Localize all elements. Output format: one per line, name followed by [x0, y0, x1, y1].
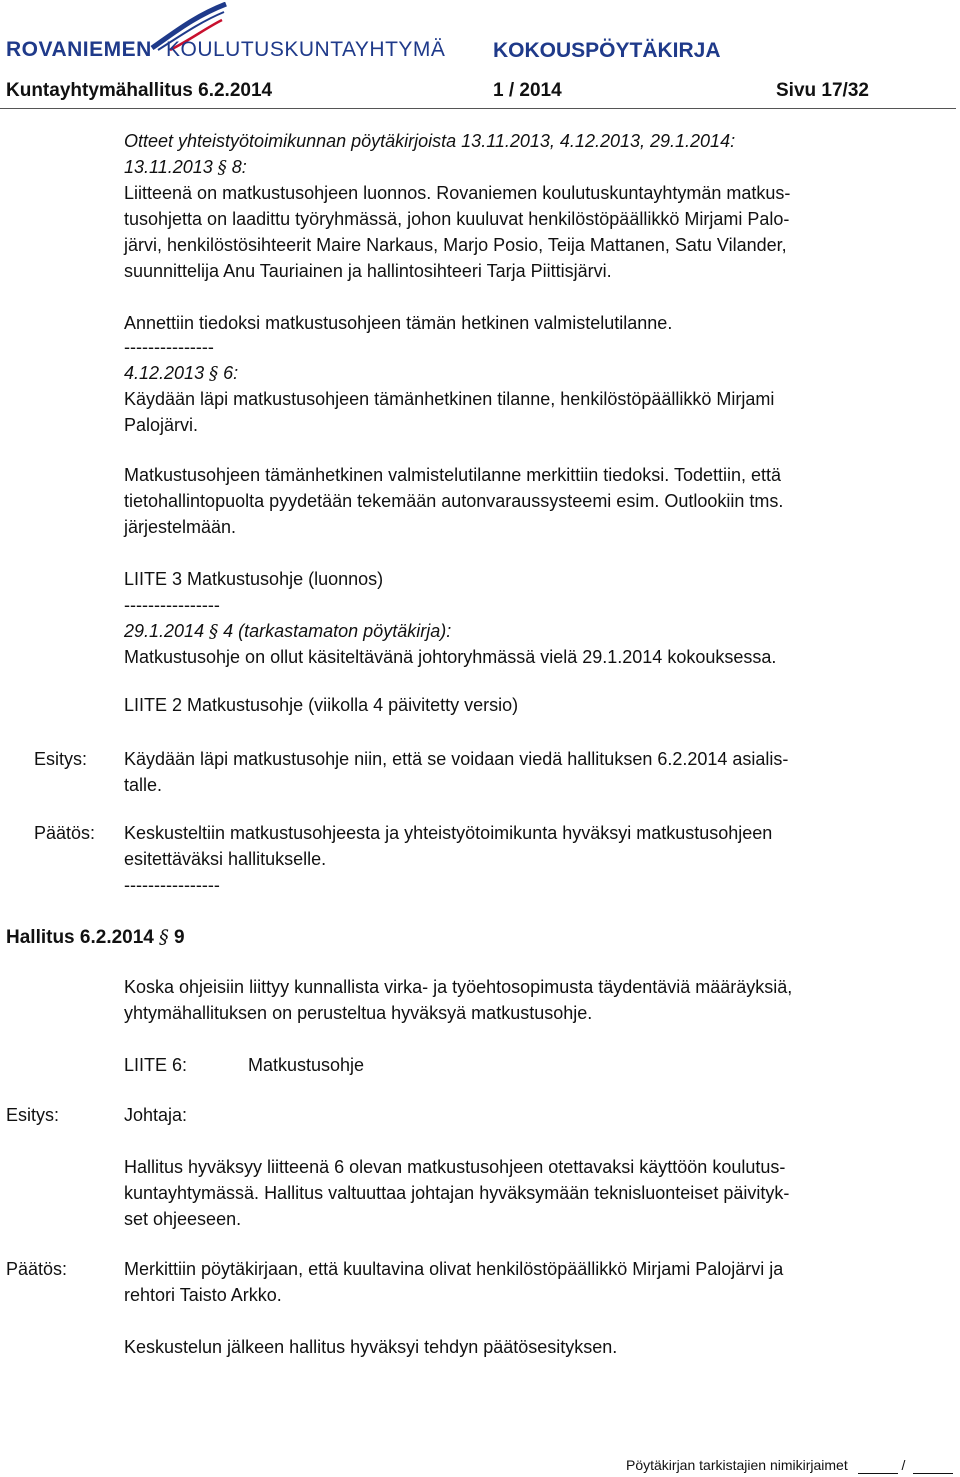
logo-text-left: ROVANIEMEN — [6, 38, 152, 61]
attachment-ref-3: LIITE 3 Matkustusohje (luonnos) — [124, 569, 384, 589]
paragraph-line: Käydään läpi matkustusohje niin, että se voidaan viedä hallituksen 6.2.2014 asialis- — [124, 749, 789, 769]
paragraph-line: rehtori Taisto Arkko. — [124, 1285, 282, 1305]
paragraph-line: talle. — [124, 775, 163, 795]
paragraph-line: järjestelmään. — [124, 517, 237, 537]
section-sign-icon: § — [159, 926, 169, 948]
header-divider — [0, 108, 956, 109]
signature-separator: / — [901, 1457, 906, 1473]
johtaja-label: Johtaja: — [124, 1105, 188, 1125]
dash-separator: ---------------- — [124, 595, 220, 615]
doc-type-title: KOKOUSPÖYTÄKIRJA — [493, 39, 721, 62]
section-sign-icon: § — [209, 363, 219, 384]
esitys-label: Esitys: — [6, 1105, 60, 1125]
dash-separator: --------------- — [124, 337, 214, 357]
hallitus-heading: Hallitus 6.2.2014 § 9 — [6, 926, 185, 948]
paragraph-line: Merkittiin pöytäkirjaan, että kuultavina olivat henkilöstöpäällikkö Mirjami Palojärvi ja — [124, 1259, 784, 1279]
paatos-label: Päätös: — [6, 1259, 68, 1279]
paragraph-line: esitettäväksi hallitukselle. — [124, 849, 327, 869]
meeting-body: Kuntayhtymähallitus 6.2.2014 — [6, 80, 273, 101]
paragraph-line: set ohjeeseen. — [124, 1209, 242, 1229]
paragraph-line: tietohallintopuolta pyydetään tekemään autonvaraussysteemi esim. Outlookiin tms. — [124, 491, 784, 511]
paragraph-line: järvi, henkilöstösihteerit Maire Narkaus, Marjo Posio, Teija Mattanen, Satu Vilander, — [124, 235, 787, 255]
paragraph-line: Hallitus hyväksyy liitteenä 6 olevan matkustusohjeen otettavaksi käyttöön koulutus- — [124, 1157, 786, 1177]
paragraph-line: kuntayhtymässä. Hallitus valtuuttaa johtajan hyväksymään teknisluonteiset päivityk- — [124, 1183, 790, 1203]
paragraph-line: Annettiin tiedoksi matkustusohjeen tämän hetkinen valmistelutilanne. — [124, 313, 673, 333]
signature-line — [858, 1459, 898, 1474]
paragraph-line: Matkustusohjeen tämänhetkinen valmistelutilanne merkittiin tiedoksi. Todettiin, että — [124, 465, 782, 485]
attachment-ref-2: LIITE 2 Matkustusohje (viikolla 4 päivitetty versio) — [124, 695, 519, 715]
date-entry-2: 4.12.2013 § 6: — [124, 363, 239, 384]
date-entry-1: 13.11.2013 § 8: — [124, 157, 247, 178]
paragraph-line: yhtymähallituksen on perusteltua hyväksyä matkustusohje. — [124, 1003, 593, 1023]
paragraph-line: Käydään läpi matkustusohjeen tämänhetkinen tilanne, henkilöstöpäällikkö Mirjami — [124, 389, 775, 409]
section-sign-icon: § — [217, 157, 227, 178]
dash-separator: ---------------- — [124, 875, 220, 895]
attachment-6-value: Matkustusohje — [248, 1055, 365, 1075]
paragraph-line: Palojärvi. — [124, 415, 199, 435]
paragraph-line: suunnittelija Anu Tauriainen ja hallintosihteeri Tarja Piittisjärvi. — [124, 261, 612, 281]
paragraph-line: Koska ohjeisiin liittyy kunnallista virka- ja työehtosopimusta täydentäviä määräyksiä, — [124, 977, 793, 997]
logo-text-right: KOULUTUSKUNTAYHTYMÄ — [166, 38, 446, 61]
signature-label: Pöytäkirjan tarkistajien nimikirjaimet — [626, 1457, 848, 1473]
paragraph-line: Keskusteltiin matkustusohjeesta ja yhteistyötoimikunta hyväksyi matkustusohjeen — [124, 823, 773, 843]
paragraph-line: Matkustusohje on ollut käsiteltävänä johtoryhmässä vielä 29.1.2014 kokouksessa. — [124, 647, 777, 667]
meeting-number: 1 / 2014 — [493, 80, 562, 101]
paatos-label: Päätös: — [34, 823, 96, 843]
esitys-label: Esitys: — [34, 749, 88, 769]
page-number: Sivu 17/32 — [776, 80, 869, 101]
signature-line — [913, 1459, 953, 1474]
section-sign-icon: § — [209, 621, 219, 642]
paragraph-line: Liitteenä on matkustusohjeen luonnos. Rovaniemen koulutuskuntayhtymän matkus- — [124, 183, 791, 203]
paragraph-line: Keskustelun jälkeen hallitus hyväksyi tehdyn päätösesityksen. — [124, 1337, 618, 1357]
attachment-6-label: LIITE 6: — [124, 1055, 188, 1075]
footer-signature — [626, 1456, 953, 1474]
date-entry-3: 29.1.2014 § 4 (tarkastamaton pöytäkirja): — [124, 621, 452, 642]
otteet-title: Otteet yhteistyötoimikunnan pöytäkirjoista 13.11.2013, 4.12.2013, 29.1.2014: — [124, 131, 736, 151]
paragraph-line: tusohjetta on laadittu työryhmässä, johon kuuluvat henkilöstöpäällikkö Mirjami Palo- — [124, 209, 790, 229]
